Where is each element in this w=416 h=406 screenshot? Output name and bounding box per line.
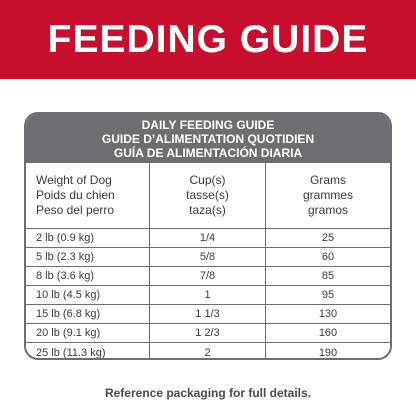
- weight-cell: 15 lb (6.8 kg): [26, 305, 150, 323]
- grams-cell: 25: [321, 232, 335, 244]
- cups-cell: 1 2/3: [150, 324, 266, 342]
- column-header-cups-fr: tasse(s): [186, 188, 229, 202]
- table-body: [26, 229, 390, 360]
- table-heading-en: DAILY FEEDING GUIDE: [141, 117, 275, 132]
- table-row: [26, 324, 390, 343]
- column-header-weight-fr: Poids du chien: [36, 188, 115, 202]
- weight-cell: 5 lb (2.3 kg): [26, 248, 150, 266]
- grams-cell: 160: [318, 327, 338, 339]
- table-row: [26, 286, 390, 305]
- grams-cell: 60: [321, 251, 335, 263]
- page-title: FEEDING GUIDE: [47, 17, 369, 61]
- column-header-weight-es: Peso del perro: [36, 203, 115, 217]
- column-header-cups: [150, 163, 266, 228]
- feeding-table: [24, 112, 392, 360]
- grams-cell: 130: [318, 308, 338, 320]
- column-header-grams: [266, 163, 390, 228]
- weight-cell: 10 lb (4.5 kg): [26, 286, 150, 304]
- grams-cell: 95: [321, 289, 335, 301]
- weight-cell: 20 lb (9.1 kg): [26, 324, 150, 342]
- column-header-cups-en: Cup(s): [189, 173, 226, 187]
- table-heading: [26, 114, 390, 163]
- table-heading-es: GUÍA DE ALIMENTACIÓN DIARIA: [113, 145, 303, 160]
- footer-note: Reference packaging for full details.: [104, 386, 312, 400]
- column-header-grams-es: gramos: [307, 203, 348, 217]
- table-row: [26, 305, 390, 324]
- column-header-cups-es: taza(s): [189, 203, 226, 217]
- title-banner: [0, 0, 416, 79]
- column-header-grams-fr: grammes: [302, 188, 353, 202]
- table-row: [26, 343, 390, 360]
- weight-cell: 25 lb (11.3 kg): [26, 343, 150, 360]
- column-headers: [26, 163, 390, 229]
- weight-cell: 2 lb (0.9 kg): [26, 229, 150, 247]
- table-heading-fr: GUIDE D’ALIMENTATION QUOTIDIEN: [101, 131, 315, 146]
- table-row: [26, 229, 390, 248]
- cups-cell: 1: [150, 286, 266, 304]
- table-row: [26, 267, 390, 286]
- grams-cell: 85: [321, 270, 335, 282]
- cups-cell: 1 1/3: [150, 305, 266, 323]
- grams-cell: 190: [318, 346, 338, 359]
- column-header-weight-en: Weight of Dog: [36, 173, 112, 187]
- column-header-grams-en: Grams: [310, 173, 346, 187]
- cups-cell: 5/8: [150, 248, 266, 266]
- weight-cell: 8 lb (3.6 kg): [26, 267, 150, 285]
- cups-cell: 1/4: [150, 229, 266, 247]
- table-row: [26, 248, 390, 267]
- cups-cell: 7/8: [150, 267, 266, 285]
- column-header-weight: [26, 163, 150, 228]
- cups-cell: 2: [150, 343, 266, 360]
